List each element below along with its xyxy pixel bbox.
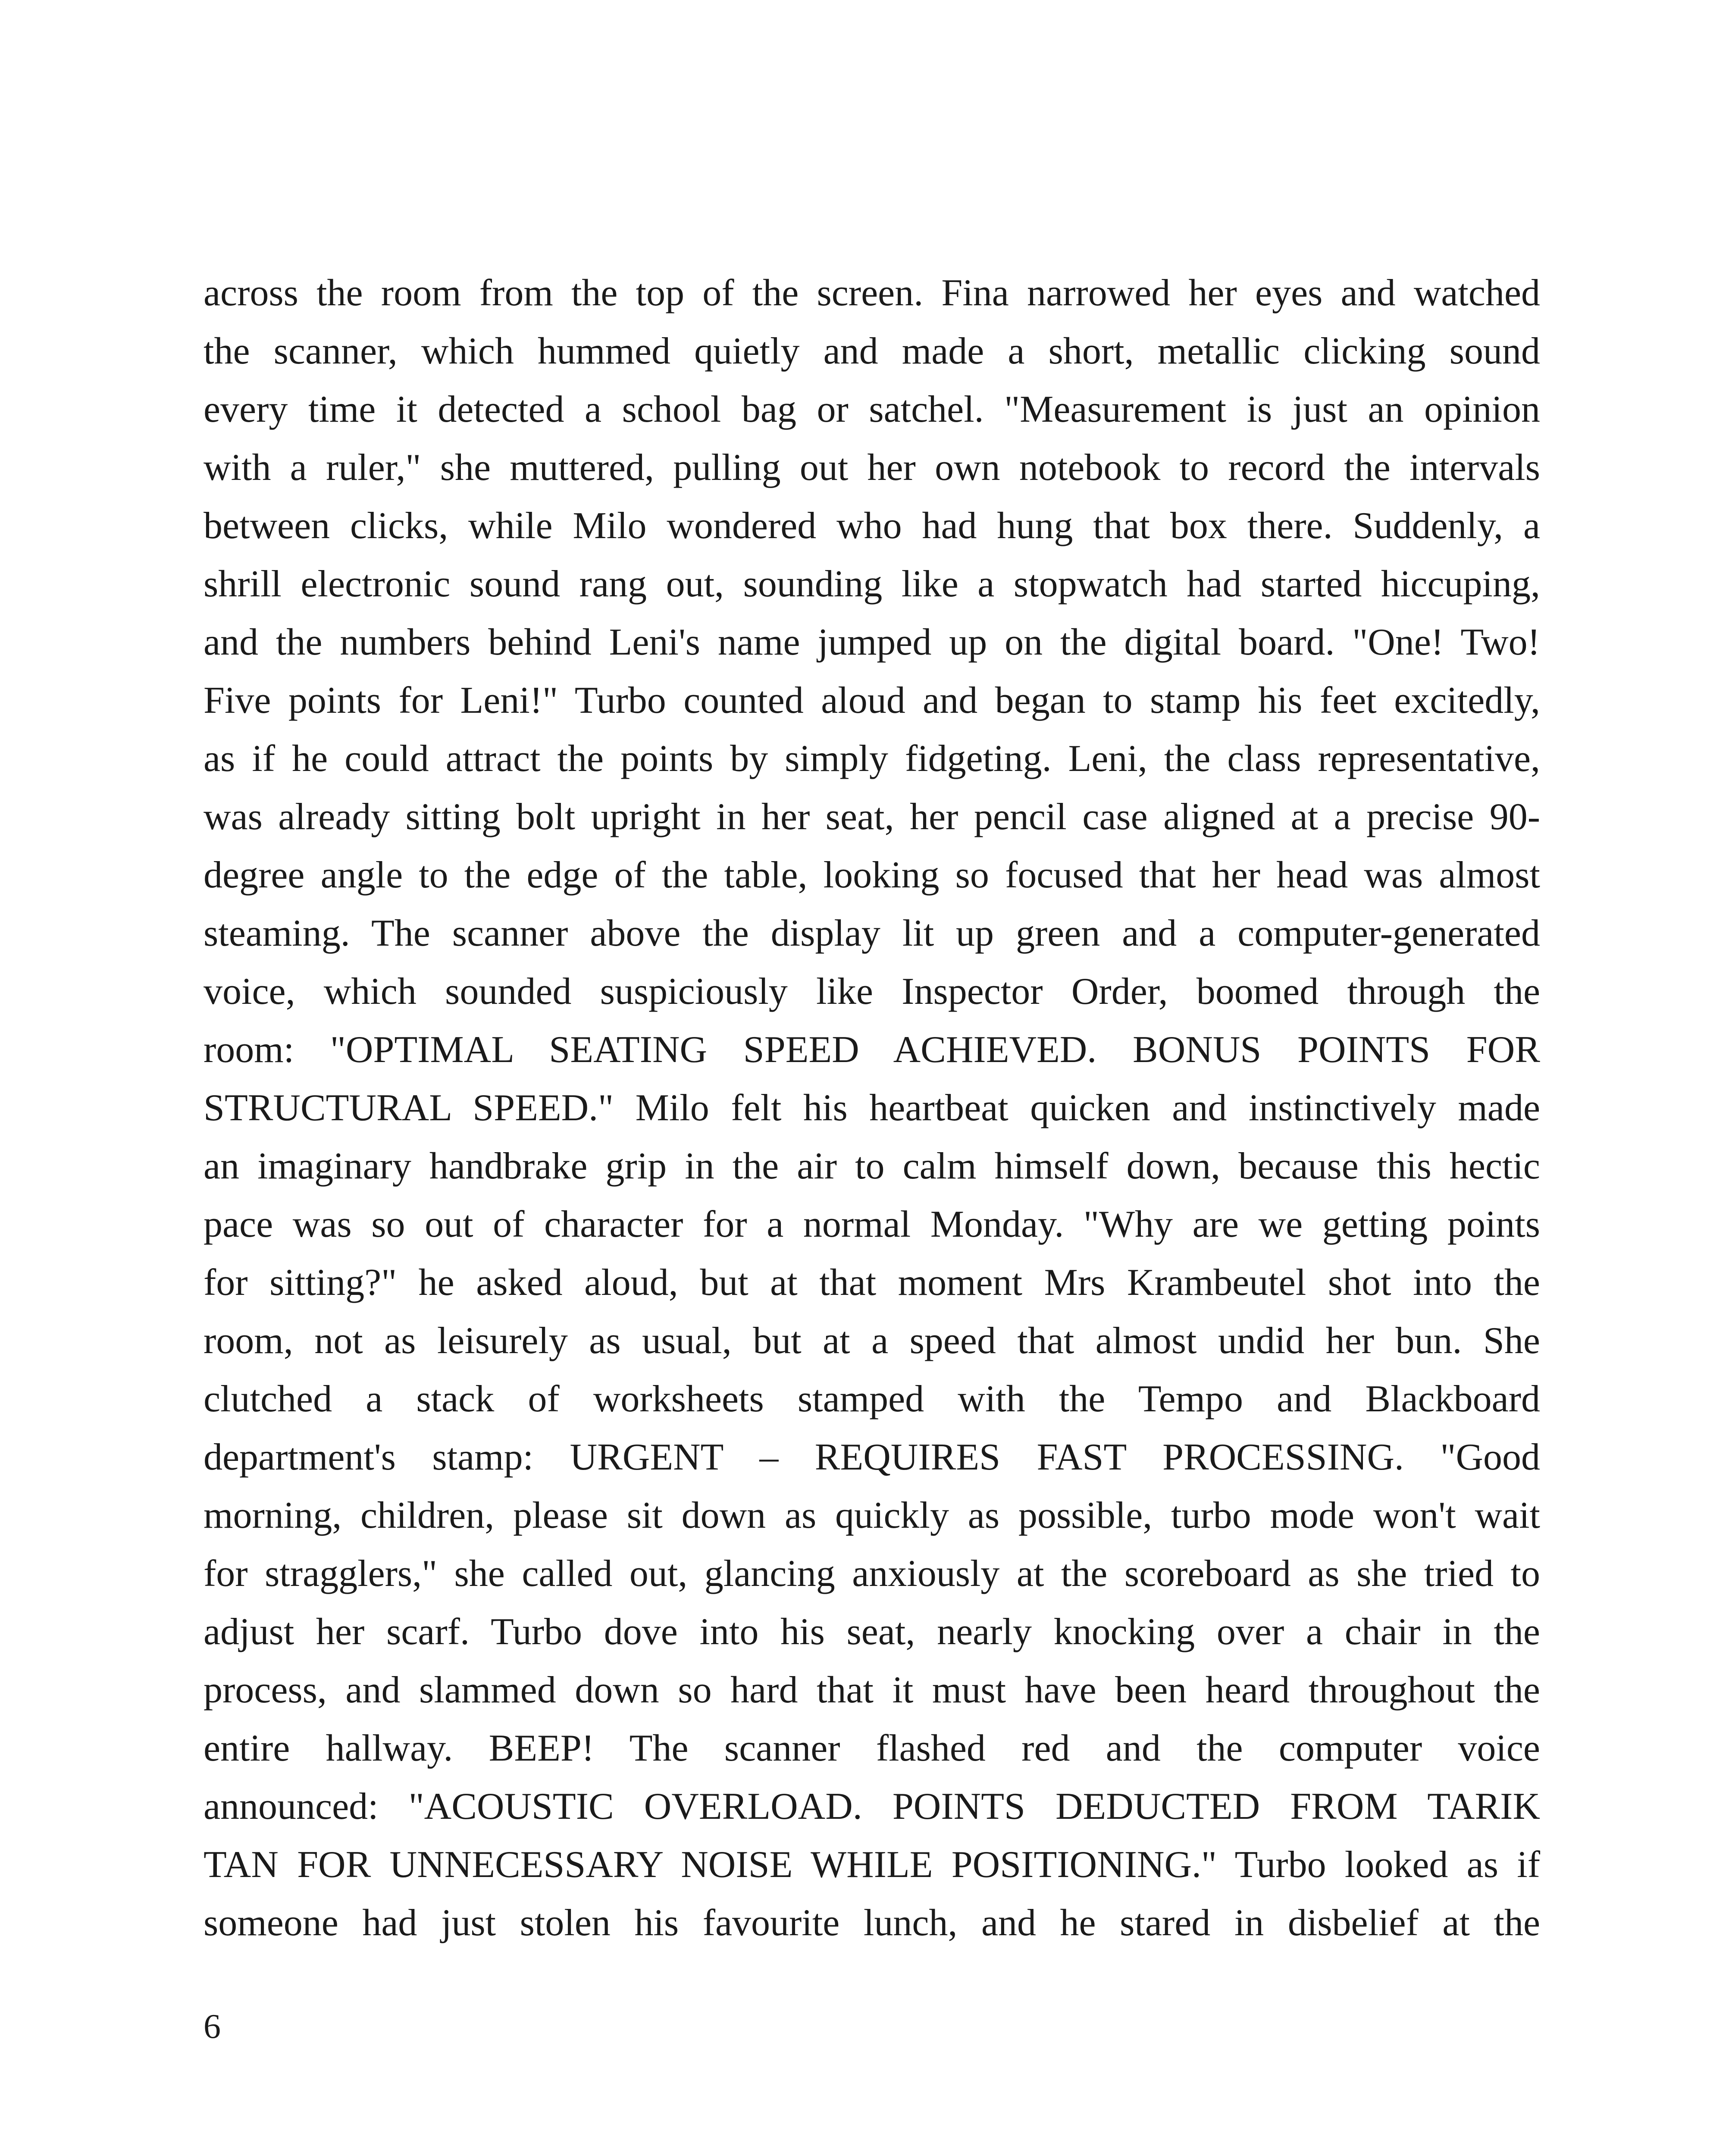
text-line: clutched a stack of worksheets stamped with the Tempo and Blackboard [204, 1378, 1540, 1420]
text-line: voice, which sounded suspiciously like Inspector Order, boomed through the [204, 971, 1540, 1012]
text-line: the scanner, which hummed quietly and made a short, metallic clicking sound [204, 330, 1540, 372]
body-text [204, 264, 1540, 1952]
text-line: TAN FOR UNNECESSARY NOISE WHILE POSITIONING." Turbo looked as if [204, 1844, 1540, 1886]
text-line: morning, children, please sit down as quickly as possible, turbo mode won't wait [204, 1495, 1540, 1536]
text-line: and the numbers behind Leni's name jumped up on the digital board. "One! Two! [204, 621, 1540, 663]
text-line: steaming. The scanner above the display lit up green and a computer-generated [204, 912, 1540, 954]
text-line: room: "OPTIMAL SEATING SPEED ACHIEVED. BONUS POINTS FOR [204, 1029, 1540, 1071]
text-line: process, and slammed down so hard that it must have been heard throughout the [204, 1669, 1540, 1711]
text-line: between clicks, while Milo wondered who had hung that box there. Suddenly, a [204, 505, 1540, 547]
text-line: for stragglers," she called out, glancing anxiously at the scoreboard as she tried to [204, 1553, 1540, 1595]
text-line: department's stamp: URGENT – REQUIRES FAST PROCESSING. "Good [204, 1436, 1540, 1478]
text-line: with a ruler," she muttered, pulling out her own notebook to record the intervals [204, 447, 1540, 489]
text-line: degree angle to the edge of the table, looking so focused that her head was almost [204, 854, 1540, 896]
text-line: an imaginary handbrake grip in the air to calm himself down, because this hectic [204, 1145, 1540, 1187]
text-line: for sitting?" he asked aloud, but at that moment Mrs Krambeutel shot into the [204, 1262, 1540, 1304]
page-number: 6 [204, 2008, 221, 2046]
text-line: as if he could attract the points by simply fidgeting. Leni, the class representative, [204, 738, 1540, 780]
text-line: entire hallway. BEEP! The scanner flashed red and the computer voice [204, 1727, 1540, 1769]
text-line: shrill electronic sound rang out, sounding like a stopwatch had started hiccuping, [204, 563, 1540, 605]
text-line: adjust her scarf. Turbo dove into his seat, nearly knocking over a chair in the [204, 1611, 1540, 1653]
text-line: was already sitting bolt upright in her seat, her pencil case aligned at a precise 90- [204, 796, 1540, 838]
text-line: announced: "ACOUSTIC OVERLOAD. POINTS DEDUCTED FROM TARIK [204, 1786, 1540, 1827]
text-line: someone had just stolen his favourite lunch, and he stared in disbelief at the [204, 1902, 1540, 1944]
text-line: every time it detected a school bag or satchel. "Measurement is just an opinion [204, 389, 1540, 430]
text-line: across the room from the top of the screen. Fina narrowed her eyes and watched [204, 272, 1540, 314]
text-line: room, not as leisurely as usual, but at a speed that almost undid her bun. She [204, 1320, 1540, 1362]
text-line: pace was so out of character for a normal Monday. "Why are we getting points [204, 1203, 1540, 1245]
text-line: STRUCTURAL SPEED." Milo felt his heartbeat quicken and instinctively made [204, 1087, 1540, 1129]
text-line: Five points for Leni!" Turbo counted aloud and began to stamp his feet excitedly, [204, 680, 1540, 721]
